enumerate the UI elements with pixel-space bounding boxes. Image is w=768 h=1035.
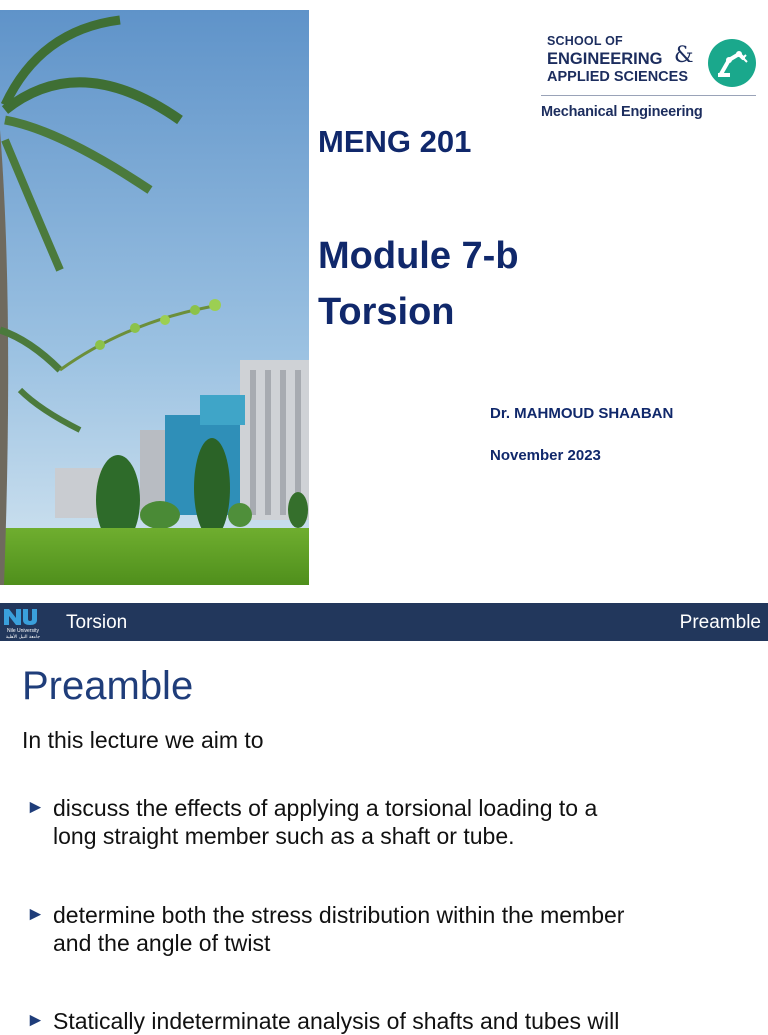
header-title: Torsion <box>66 612 128 633</box>
bullet-line: determine both the stress distribution within the member <box>53 902 625 928</box>
preamble-slide <box>0 603 768 1034</box>
module-title-line2: Torsion <box>318 291 455 333</box>
bullet-item <box>26 901 766 957</box>
logo-department: Mechanical Engineering <box>541 104 703 120</box>
logo-engineering: ENGINEERING <box>547 50 663 68</box>
bullet-arrow-icon: ► <box>26 1010 45 1031</box>
bullet-line: and the angle of twist <box>53 930 271 956</box>
bullet-item <box>26 794 766 850</box>
slide-heading: Preamble <box>22 664 194 708</box>
nu-logo-arabic-text: جامعة النيل الأهلية <box>5 635 41 640</box>
logo-school-of: SCHOOL OF <box>547 34 623 48</box>
presentation-date: November 2023 <box>490 447 601 464</box>
school-logo <box>541 32 761 127</box>
campus-photo <box>0 10 309 585</box>
intro-text: In this lecture we aim to <box>22 727 264 753</box>
bullet-line: Statically indeterminate analysis of shafts and tubes will <box>53 1008 620 1034</box>
nu-logo-text: Nile University <box>7 628 39 634</box>
bullet-arrow-icon: ► <box>26 797 45 818</box>
course-code: MENG 201 <box>318 124 472 159</box>
slide-header <box>0 603 768 641</box>
bullet-line: discuss the effects of applying a torsional loading to a <box>53 795 598 821</box>
module-title-line1: Module 7-b <box>318 235 519 277</box>
logo-ampersand: & <box>674 43 694 68</box>
robot-arm-icon <box>707 38 757 88</box>
logo-applied-sciences: APPLIED SCIENCES <box>547 69 688 85</box>
header-section: Preamble <box>679 612 761 633</box>
bullet-item <box>26 1007 766 1035</box>
bullet-arrow-icon: ► <box>26 904 45 925</box>
author-name: Dr. MAHMOUD SHAABAN <box>490 405 674 422</box>
nu-logo-icon <box>2 605 44 641</box>
logo-divider <box>541 95 756 96</box>
bullet-line: long straight member such as a shaft or tube. <box>53 823 515 849</box>
module-title <box>318 228 519 340</box>
